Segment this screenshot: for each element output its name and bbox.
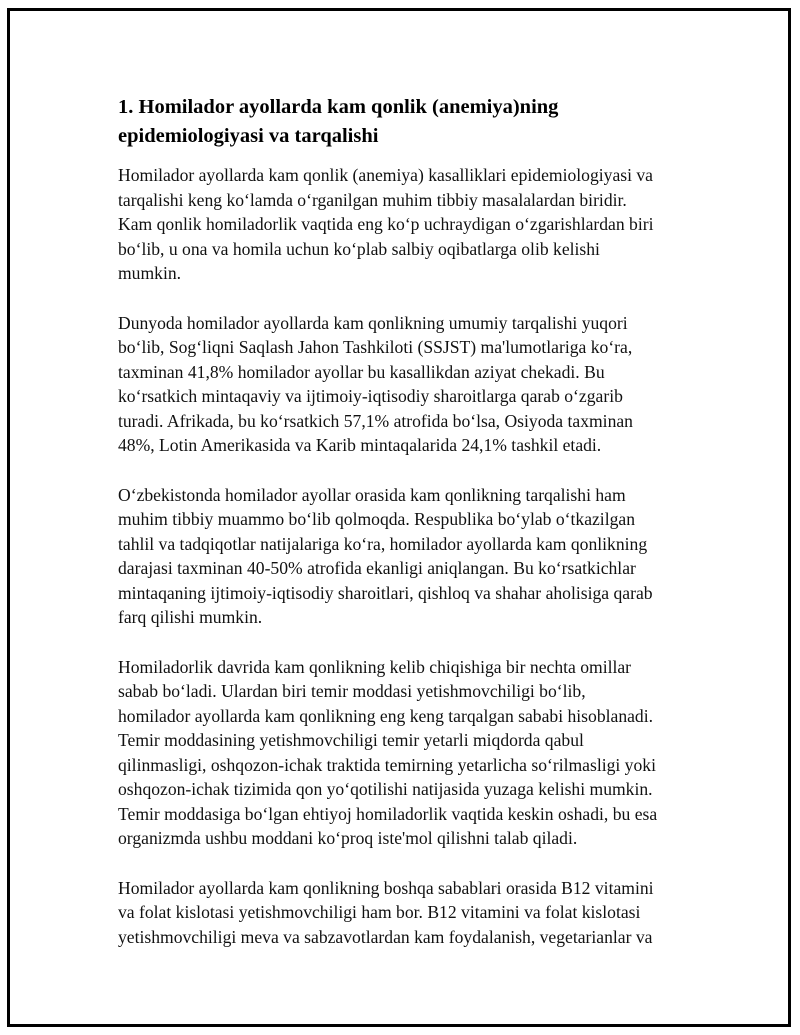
paragraph-world-prevalence: Dunyoda homilador ayollarda kam qonlikning umumiy tarqalishi yuqori bo‘lib, Sog‘liqni Saqlash Jahon Tashkiloti (SSJST) ma'lumotlariga ko‘ra, taxminan 41,8% homilador ayollar bu kasallikdan aziyat chekadi. Bu ko‘rsatkich mintaqaviy va ijtimoiy-iqtisodiy sharoitlarga qarab o‘zgarib turadi. Afrikada, bu ko‘rsatkich 57,1% atrofida bo‘lsa, Osiyoda taxminan 48%, Lotin Amerikasida va Karib mintaqalarida 24,1% tashkil etadi. xyxy=(118,312,633,455)
document-body xyxy=(118,93,688,974)
section-heading: 1. Homilador ayollarda kam qonlik (anemiya)ning epidemiologiyasi va tarqalishi xyxy=(118,96,559,147)
paragraph-intro: Homilador ayollarda kam qonlik (anemiya) kasalliklari epidemiologiyasi va tarqalishi keng ko‘lamda o‘rganilgan muhim tibbiy masalalardan biridir. Kam qonlik homiladorlik vaqtida eng ko‘p uchraydigan o‘zgarishlardan biri bo‘lib, u ona va homila uchun ko‘plab salbiy oqibatlarga olib kelishi mumkin. xyxy=(118,165,654,283)
paragraph-other-causes: Homilador ayollarda kam qonlikning boshqa sabablari orasida B12 vitamini va folat kislotasi yetishmovchiligi ham bor. B12 vitamini va folat kislotasi yetishmovchiligi meva va sabzavotlardan kam foydalanish, vegetarianlar va xyxy=(118,877,654,947)
paragraph-causes: Homiladorlik davrida kam qonlikning kelib chiqishiga bir nechta omillar sabab bo‘ladi. Ulardan biri temir moddasi yetishmovchiligi bo‘lib, homilador ayollarda kam qonlikning eng keng tarqalgan sababi hisoblanadi. Temir moddasining yetishmovchiligi temir yetarli miqdorda qabul qilinmasligi, oshqozon-ichak traktida temirning yetarlicha so‘rilmasligi yoki oshqozon-ichak tizimida qon yo‘qotilishi natijasida yuzaga kelishi mumkin. Temir moddasiga bo‘lgan ehtiyoj homiladorlik vaqtida keskin oshadi, bu esa organizmda ushbu moddani ko‘proq iste'mol qilishni talab qiladi. xyxy=(118,656,658,848)
paragraph-uzbekistan: O‘zbekistonda homilador ayollar orasida kam qonlikning tarqalishi ham muhim tibbiy muammo bo‘lib qolmoqda. Respublika bo‘ylab o‘tkazilgan tahlil va tadqiqotlar natijalariga ko‘ra, homilador ayollarda kam qonlikning darajasi taxminan 40-50% atrofida ekanligi aniqlangan. Bu ko‘rsatkichlar mintaqaning ijtimoiy-iqtisodiy sharoitlari, qishloq va shahar aholisiga qarab farq qilishi mumkin. xyxy=(118,484,653,627)
